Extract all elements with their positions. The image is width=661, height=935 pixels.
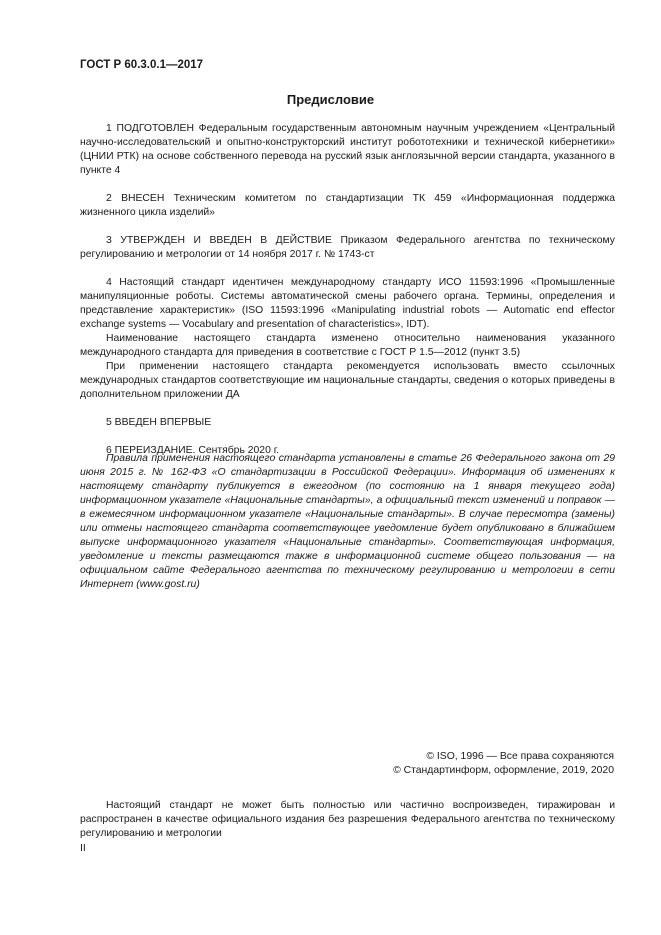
notice-text: Правила применения настоящего стандарта установлены в статье 26 Федерального закона от 29 июня 2015 г. № 162-ФЗ «О стандартизации в Российской Федерации». Информация об изменениях к настоящему стандарту публикуется в ежегодном (по состоянию на 1 января текущего года) информационном указателе «Национальные стандарты», а официальный текст изменений и поправок — в ежемесячном информационном указателе «Национальные стандарты». В случае пересмотра (замены) или отмены настоящего стандарта соответствующее уведомление будет опубликовано в ближайшем выпуске информационного указателя «Национальные стандарты». Соответствующая информация, уведомление и тексты размещаются также в информационной системе общего пользования — на официальном сайте Федерального агентства по техническому регулированию и метрологии в сети Интернет (www.gost.ru) (80, 453, 615, 590)
paragraph-4-name-change: Наименование настоящего стандарта изменено относительно наименования указанного международного стандарта для приведения в соответствие с ГОСТ Р 1.5—2012 (пункт 3.5) (80, 333, 615, 358)
paragraph-1: 1 ПОДГОТОВЛЕН Федеральным государственным автономным научным учреждением «Центральный научно-исследовательский и опытно-конструкторский институт робототехники и технической кибернетики» (ЦНИИ РТК) на основе собственного перевода на русский язык англоязычной версии стандарта, указанного в пункте 4 (80, 123, 615, 176)
paragraph-4: 4 Настоящий стандарт идентичен международному стандарту ИСО 11593:1996 «Промышленные манипуляционные роботы. Системы автоматической смены рабочего органа. Термины, определения и представление характеристик» (ISO 11593:1996 «Manipulating industrial robots — Automatic end effector exchange systems — Vocabulary and presentation of characteristics», IDT). (80, 277, 615, 330)
foreword-body (80, 122, 615, 458)
page-number: II (80, 843, 86, 854)
section-title: Предисловие (286, 92, 375, 107)
paragraph-5: 5 ВВЕДЕН ВПЕРВЫЕ (106, 417, 212, 428)
standard-code: ГОСТ Р 60.3.0.1—2017 (80, 59, 204, 71)
copyright-block (393, 750, 614, 778)
copyright-standartinform: © Стандартинформ, оформление, 2019, 2020 (393, 765, 614, 776)
reproduction-text: Настоящий стандарт не может быть полностью или частично воспроизведен, тиражирован и распространен в качестве официального издания без разрешения Федерального агентства по техническому регулированию и метрологии (80, 800, 615, 839)
paragraph-3: 3 УТВЕРЖДЕН И ВВЕДЕН В ДЕЙСТВИЕ Приказом Федерального агентства по техническому регулированию и метрологии от 14 ноября 2017 г. № 1743-ст (80, 235, 615, 260)
application-rules-notice (80, 452, 615, 592)
paragraph-4-references: При применении настоящего стандарта рекомендуется использовать вместо ссылочных международных стандартов соответствующие им национальные стандарты, сведения о которых приведены в дополнительном приложении ДА (80, 361, 615, 400)
paragraph-6: 6 ПЕРЕИЗДАНИЕ. Сентябрь 2020 г. (106, 445, 280, 456)
reproduction-notice (80, 799, 615, 841)
paragraph-2: 2 ВНЕСЕН Техническим комитетом по стандартизации ТК 459 «Информационная поддержка жизненного цикла изделий» (80, 193, 615, 218)
copyright-iso: © ISO, 1996 — Все права сохраняются (426, 751, 614, 762)
